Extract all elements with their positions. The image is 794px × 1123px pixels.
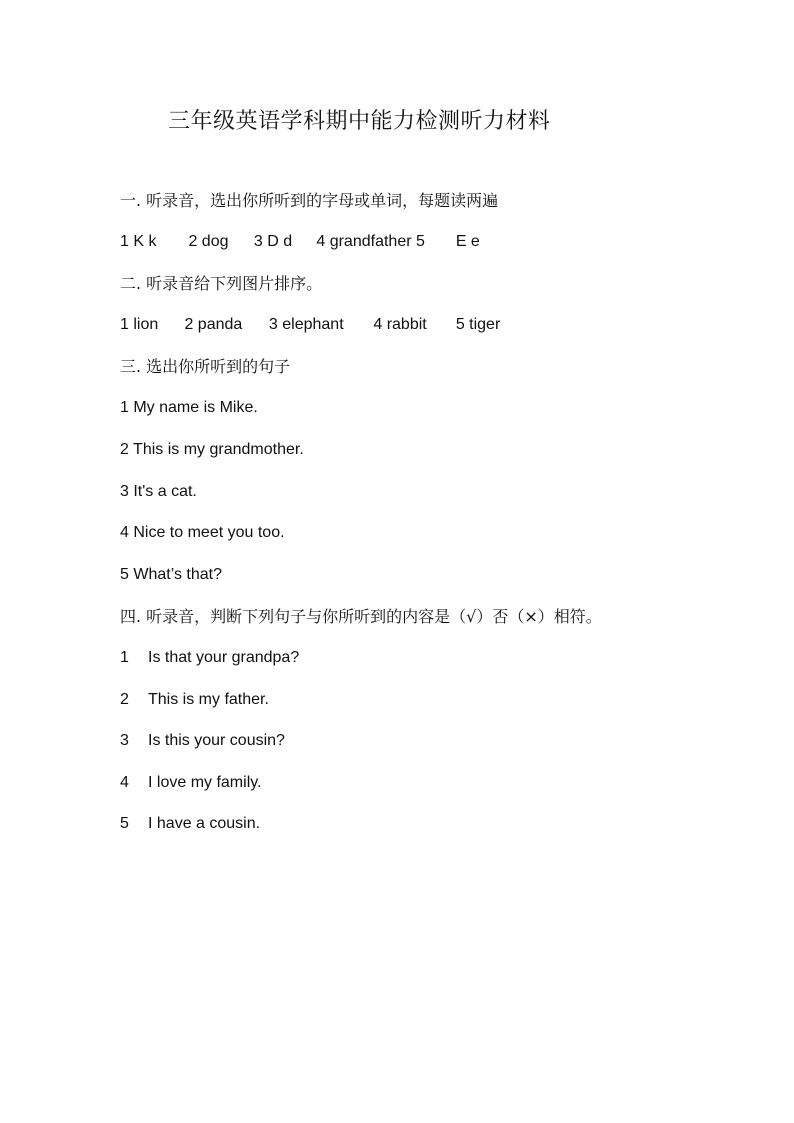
section-1-heading: 一. 听录音，选出你所听到的字母或单词，每题读两遍 xyxy=(120,191,499,210)
sentence-item: 5 What’s that? xyxy=(120,566,222,583)
page-title: 三年级英语学科期中能力检测听力材料 xyxy=(168,109,551,134)
list-item xyxy=(120,814,260,834)
item-number: 2 xyxy=(120,691,129,708)
section-2-items xyxy=(120,315,500,335)
list-item: 2 panda xyxy=(184,316,243,333)
item-number: 5 xyxy=(120,815,129,832)
list-item: 1 K k xyxy=(120,233,157,250)
section-1-items xyxy=(120,232,480,252)
section-3-heading: 三. 选出你所听到的句子 xyxy=(120,357,291,376)
sentence-item: 3 It's a cat. xyxy=(120,483,197,500)
section-2-heading: 二. 听录音给下列图片排序。 xyxy=(120,274,323,293)
item-text: I love my family. xyxy=(148,774,262,791)
section-4-heading: 四. 听录音，判断下列句子与你所听到的内容是（√）否（×）相符。 xyxy=(120,607,602,626)
item-text: Is this your cousin? xyxy=(148,732,285,749)
list-item: 1 lion xyxy=(120,316,159,333)
item-text: This is my father. xyxy=(148,691,269,708)
item-number: 1 xyxy=(120,649,129,666)
list-item: 3 elephant xyxy=(268,316,344,333)
list-item: 4 grandfather 5 xyxy=(316,233,425,250)
sentence-item: 2 This is my grandmother. xyxy=(120,441,304,458)
item-text: Is that your grandpa? xyxy=(148,649,300,666)
list-item: 4 rabbit xyxy=(373,316,427,333)
list-item xyxy=(120,731,285,751)
list-item xyxy=(120,690,269,710)
item-number: 3 xyxy=(120,732,129,749)
list-item: 2 dog xyxy=(188,233,229,250)
list-item xyxy=(120,773,262,793)
sentence-item: 4 Nice to meet you too. xyxy=(120,524,285,541)
sentence-item: 1 My name is Mike. xyxy=(120,399,258,416)
list-item: 3 D d xyxy=(253,233,293,250)
list-item: 5 tiger xyxy=(455,316,501,333)
item-text: I have a cousin. xyxy=(148,815,261,832)
list-item: E e xyxy=(455,233,480,250)
list-item xyxy=(120,648,299,668)
item-number: 4 xyxy=(120,774,129,791)
